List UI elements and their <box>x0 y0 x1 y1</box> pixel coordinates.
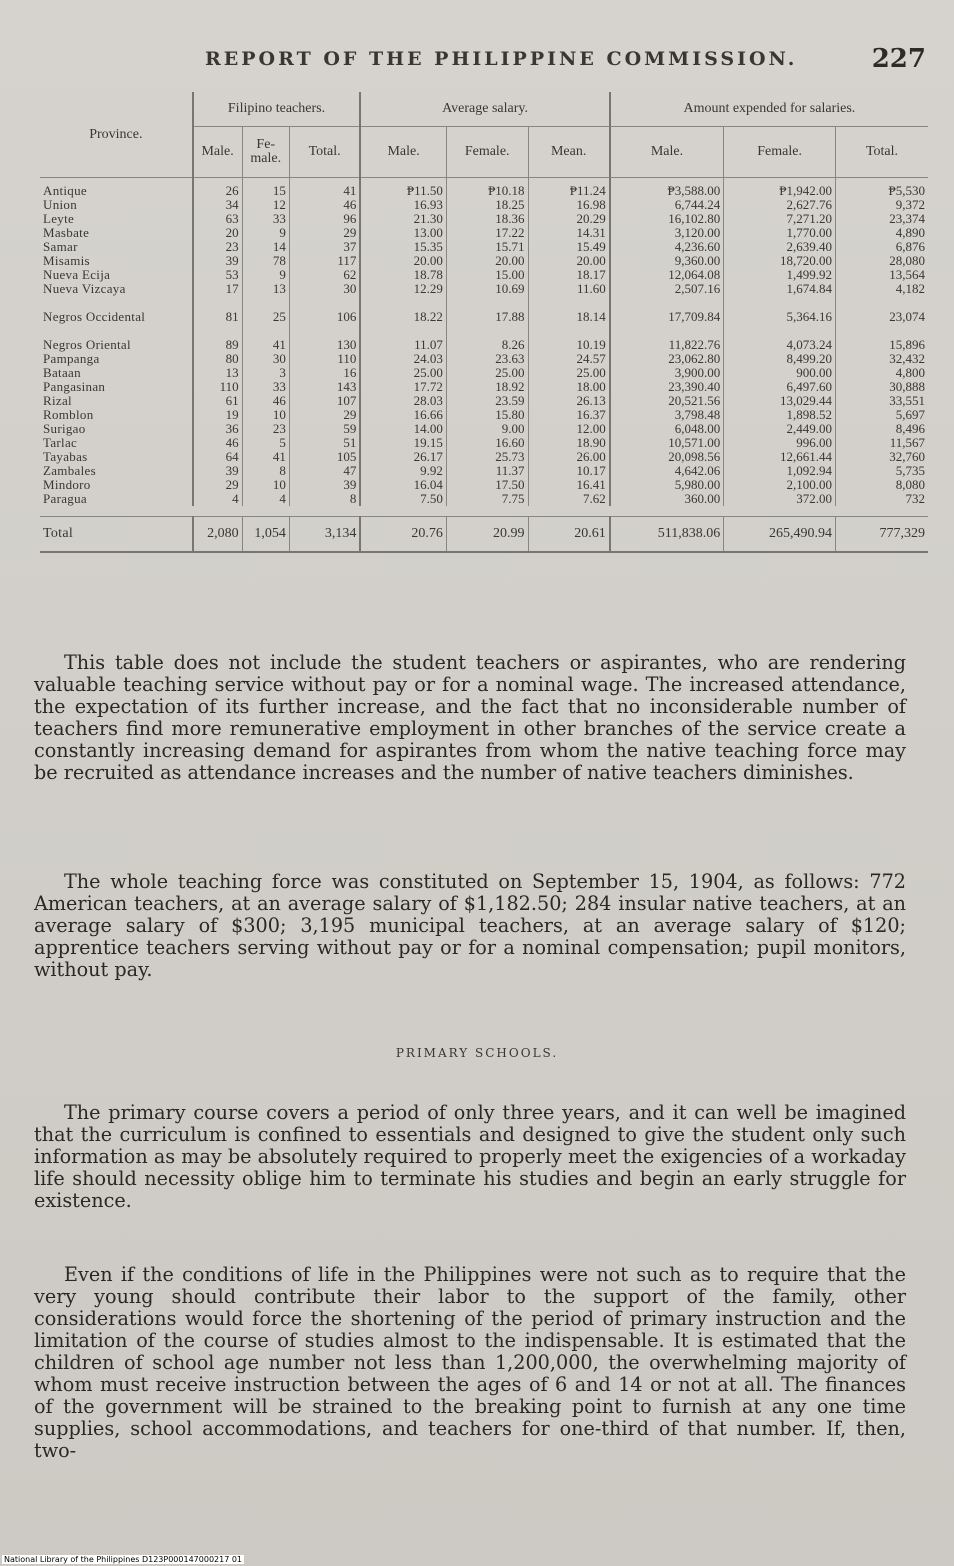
value-cell: 23 <box>193 240 242 254</box>
value-cell: 2,100.00 <box>724 478 836 492</box>
subheader: Total. <box>289 127 360 178</box>
table-row <box>40 492 928 506</box>
value-cell: 6,497.60 <box>724 380 836 394</box>
value-cell: 732 <box>836 492 929 506</box>
value-cell: 8.26 <box>446 324 528 352</box>
table-row <box>40 352 928 366</box>
group-header-filipino-teachers: Filipino teachers. <box>193 92 361 127</box>
value-cell: 63 <box>193 212 242 226</box>
spacer-cell <box>40 506 928 517</box>
value-cell: 9 <box>242 268 289 282</box>
value-cell: 10.17 <box>528 464 610 478</box>
value-cell: 6,744.24 <box>610 198 724 212</box>
value-cell: 1,499.92 <box>724 268 836 282</box>
value-cell: 62 <box>289 268 360 282</box>
value-cell: 11,567 <box>836 436 929 450</box>
value-cell: 23,390.40 <box>610 380 724 394</box>
paragraph-text: The whole teaching force was constituted on September 15, 1904, as follows: 772 American teachers, at an average salary of $1,182.50; 284 insular native teachers, at an average salary of $300; 3,195 municipal teachers, at an average salary of $120; apprentice teachers serving without pay or for a nominal compensation; pupil monitors, without pay. <box>34 870 906 981</box>
value-cell: 4,800 <box>836 366 929 380</box>
value-cell: 3,900.00 <box>610 366 724 380</box>
paragraph <box>34 1264 906 1462</box>
value-cell: 21.30 <box>360 212 446 226</box>
province-cell: Nueva Ecija <box>43 267 111 282</box>
group-header-amount-expended: Amount expended for salaries. <box>610 92 928 127</box>
paragraph <box>34 871 906 981</box>
value-cell: 3 <box>242 366 289 380</box>
table-row <box>40 450 928 464</box>
value-cell: 17 <box>193 282 242 296</box>
province-cell: Antique <box>43 183 87 198</box>
value-cell: 78 <box>242 254 289 268</box>
value-cell: 25 <box>242 296 289 324</box>
running-head-title: REPORT OF THE PHILIPPINE COMMISSION. <box>205 48 798 70</box>
value-cell: 17.72 <box>360 380 446 394</box>
value-cell: 12,661.44 <box>724 450 836 464</box>
value-cell: 11.37 <box>446 464 528 478</box>
table-row <box>40 282 928 296</box>
subheader: Female. <box>724 127 836 178</box>
value-cell: 34 <box>193 198 242 212</box>
value-cell: 7.50 <box>360 492 446 506</box>
province-cell: Negros Occidental <box>43 309 146 324</box>
value-cell: 33,551 <box>836 394 929 408</box>
value-cell: 20.00 <box>360 254 446 268</box>
value-cell: 20.61 <box>528 517 610 553</box>
value-cell: 110 <box>289 352 360 366</box>
paragraph-text: This table does not include the student teachers or aspirantes, who are rendering valuable teaching service without pay or for a nominal wage. The increased attendance, the expectation of its further increase, and the fact that no inconsiderable number of teachers find more remunerative employment in other branches of the service create a constantly increasing demand for aspirantes from whom the native teaching force may be recruited as attendance increases and the number of native teachers diminishes. <box>34 651 906 784</box>
value-cell: 3,120.00 <box>610 226 724 240</box>
value-cell: 23,074 <box>836 296 929 324</box>
value-cell: 511,838.06 <box>610 517 724 553</box>
value-cell: 16.93 <box>360 198 446 212</box>
value-cell: 5 <box>242 436 289 450</box>
value-cell: 117 <box>289 254 360 268</box>
value-cell: 6,048.00 <box>610 422 724 436</box>
value-cell: 23.63 <box>446 352 528 366</box>
value-cell: 7.75 <box>446 492 528 506</box>
value-cell: 16.66 <box>360 408 446 422</box>
province-cell: Union <box>43 197 77 212</box>
value-cell: 18,720.00 <box>724 254 836 268</box>
value-cell: ₱10.18 <box>446 178 528 199</box>
value-cell: 2,627.76 <box>724 198 836 212</box>
province-header: Province. <box>40 92 193 178</box>
value-cell: 46 <box>289 198 360 212</box>
value-cell: 41 <box>242 324 289 352</box>
province-cell: Samar <box>43 239 78 254</box>
value-cell: 105 <box>289 450 360 464</box>
subheader: Male. <box>193 127 242 178</box>
value-cell: 23,062.80 <box>610 352 724 366</box>
value-cell: 20.00 <box>528 254 610 268</box>
table-row <box>40 254 928 268</box>
value-cell: 1,770.00 <box>724 226 836 240</box>
value-cell: 89 <box>193 324 242 352</box>
value-cell: 8,496 <box>836 422 929 436</box>
value-cell: 4 <box>242 492 289 506</box>
table-row <box>40 408 928 422</box>
value-cell: 19 <box>193 408 242 422</box>
group-header-average-salary: Average salary. <box>360 92 609 127</box>
province-cell: Total <box>40 517 193 553</box>
province-cell: Tayabas <box>43 449 88 464</box>
value-cell: 2,449.00 <box>724 422 836 436</box>
value-cell: 13,029.44 <box>724 394 836 408</box>
value-cell: 32,760 <box>836 450 929 464</box>
value-cell: 4 <box>193 492 242 506</box>
value-cell: 4,073.24 <box>724 324 836 352</box>
value-cell: 360.00 <box>610 492 724 506</box>
value-cell: 15.80 <box>446 408 528 422</box>
value-cell: 18.17 <box>528 268 610 282</box>
value-cell: 80 <box>193 352 242 366</box>
value-cell: 16 <box>289 366 360 380</box>
value-cell: 36 <box>193 422 242 436</box>
value-cell: 14.00 <box>360 422 446 436</box>
value-cell: 15,896 <box>836 324 929 352</box>
value-cell: 2,507.16 <box>610 282 724 296</box>
value-cell: 265,490.94 <box>724 517 836 553</box>
value-cell: 32,432 <box>836 352 929 366</box>
value-cell: ₱1,942.00 <box>724 178 836 199</box>
paragraph <box>34 652 906 784</box>
value-cell: 996.00 <box>724 436 836 450</box>
province-cell: Misamis <box>43 253 90 268</box>
table-row <box>40 324 928 352</box>
value-cell: 12.00 <box>528 422 610 436</box>
value-cell: 4,236.60 <box>610 240 724 254</box>
value-cell: 10 <box>242 478 289 492</box>
value-cell: 8 <box>289 492 360 506</box>
value-cell: 9.00 <box>446 422 528 436</box>
library-stamp: National Library of the Philippines D123P000147000217 01 <box>4 1555 243 1564</box>
value-cell: 107 <box>289 394 360 408</box>
province-cell: Paragua <box>43 491 87 506</box>
value-cell: 11.60 <box>528 282 610 296</box>
value-cell: 28.03 <box>360 394 446 408</box>
subheader: Female. <box>446 127 528 178</box>
value-cell: 1,054 <box>242 517 289 553</box>
value-cell: 7.62 <box>528 492 610 506</box>
value-cell: 23,374 <box>836 212 929 226</box>
value-cell: 3,798.48 <box>610 408 724 422</box>
table-row <box>40 240 928 254</box>
value-cell: 106 <box>289 296 360 324</box>
value-cell: 15.71 <box>446 240 528 254</box>
province-cell: Nueva Vizcaya <box>43 281 126 296</box>
value-cell: 18.78 <box>360 268 446 282</box>
province-cell: Mindoro <box>43 477 91 492</box>
table-row <box>40 436 928 450</box>
value-cell: 18.14 <box>528 296 610 324</box>
value-cell: 29 <box>289 408 360 422</box>
province-cell: Surigao <box>43 421 86 436</box>
value-cell: 61 <box>193 394 242 408</box>
value-cell: 16.37 <box>528 408 610 422</box>
value-cell: 5,697 <box>836 408 929 422</box>
subheader: Total. <box>836 127 929 178</box>
page-number: 227 <box>871 44 926 74</box>
value-cell: 29 <box>193 478 242 492</box>
value-cell: 25.00 <box>360 366 446 380</box>
value-cell: 47 <box>289 464 360 478</box>
value-cell: 14.31 <box>528 226 610 240</box>
value-cell: 16.98 <box>528 198 610 212</box>
value-cell: 25.73 <box>446 450 528 464</box>
value-cell: 372.00 <box>724 492 836 506</box>
value-cell: 24.03 <box>360 352 446 366</box>
value-cell: 33 <box>242 380 289 394</box>
table-row <box>40 394 928 408</box>
value-cell: 1,092.94 <box>724 464 836 478</box>
section-heading: PRIMARY SCHOOLS. <box>395 1046 559 1060</box>
value-cell: 16.04 <box>360 478 446 492</box>
table-row <box>40 422 928 436</box>
value-cell: 13.00 <box>360 226 446 240</box>
value-cell: 37 <box>289 240 360 254</box>
value-cell: 25.00 <box>446 366 528 380</box>
paragraph-text: Even if the conditions of life in the Philippines were not such as to require that the very young should contribute their labor to the support of the family, other considerations would force the shortening of the period of primary instruction and the limitation of the course of studies almost to the indispensable. It is estimated that the children of school age number not less than 1,200,000, the overwhelming majority of whom must receive instruction between the ages of 6 and 14 or not at all. The finances of the government will be strained to the breaking point to furnish at any one time supplies, school accommodations, and teachers for one-third of that number. If, then, two- <box>34 1263 906 1462</box>
value-cell: 9,360.00 <box>610 254 724 268</box>
value-cell: 12.29 <box>360 282 446 296</box>
value-cell: 3,134 <box>289 517 360 553</box>
table-row <box>40 464 928 478</box>
value-cell: 9.92 <box>360 464 446 478</box>
value-cell: 26 <box>193 178 242 199</box>
value-cell: 9,372 <box>836 198 929 212</box>
value-cell: 18.25 <box>446 198 528 212</box>
value-cell: 30 <box>289 282 360 296</box>
value-cell: 25.00 <box>528 366 610 380</box>
province-cell: Negros Oriental <box>43 337 131 352</box>
value-cell: ₱3,588.00 <box>610 178 724 199</box>
value-cell: 18.92 <box>446 380 528 394</box>
table-row <box>40 198 928 212</box>
value-cell: 10.19 <box>528 324 610 352</box>
table-row <box>40 178 928 199</box>
value-cell: 5,735 <box>836 464 929 478</box>
value-cell: 26.00 <box>528 450 610 464</box>
subheader: Male. <box>360 127 446 178</box>
value-cell: 11.07 <box>360 324 446 352</box>
value-cell: 24.57 <box>528 352 610 366</box>
value-cell: 39 <box>193 254 242 268</box>
value-cell: 5,980.00 <box>610 478 724 492</box>
value-cell: 130 <box>289 324 360 352</box>
province-cell: Zambales <box>43 463 96 478</box>
value-cell: 18.36 <box>446 212 528 226</box>
value-cell: 12,064.08 <box>610 268 724 282</box>
value-cell: 30 <box>242 352 289 366</box>
value-cell: 18.90 <box>528 436 610 450</box>
value-cell: 143 <box>289 380 360 394</box>
value-cell: 12 <box>242 198 289 212</box>
value-cell: 16,102.80 <box>610 212 724 226</box>
value-cell: 8,080 <box>836 478 929 492</box>
value-cell: 8,499.20 <box>724 352 836 366</box>
province-cell: Bataan <box>43 365 81 380</box>
value-cell: 20.99 <box>446 517 528 553</box>
value-cell: 17.50 <box>446 478 528 492</box>
value-cell: 15.35 <box>360 240 446 254</box>
value-cell: 17.22 <box>446 226 528 240</box>
value-cell: 41 <box>242 450 289 464</box>
table-body <box>40 178 928 553</box>
table-row <box>40 212 928 226</box>
value-cell: 13,564 <box>836 268 929 282</box>
value-cell: 2,080 <box>193 517 242 553</box>
value-cell: 14 <box>242 240 289 254</box>
value-cell: ₱11.50 <box>360 178 446 199</box>
value-cell: 29 <box>289 226 360 240</box>
value-cell: 20,098.56 <box>610 450 724 464</box>
value-cell: 46 <box>193 436 242 450</box>
paragraph <box>34 1102 906 1212</box>
value-cell: 26.17 <box>360 450 446 464</box>
value-cell: 110 <box>193 380 242 394</box>
value-cell: 1,898.52 <box>724 408 836 422</box>
value-cell: 20.29 <box>528 212 610 226</box>
value-cell: 15 <box>242 178 289 199</box>
value-cell: 2,639.40 <box>724 240 836 254</box>
province-cell: Romblon <box>43 407 94 422</box>
paragraph-text: The primary course covers a period of only three years, and it can well be imagined that the curriculum is confined to essentials and designed to give the student only such information as may be absolutely required to properly meet the exigencies of a workaday life should necessity oblige him to terminate his studies and begin an early struggle for existence. <box>34 1101 906 1212</box>
province-cell: Tarlac <box>43 435 78 450</box>
value-cell: 4,642.06 <box>610 464 724 478</box>
subheader: Fe-male. <box>242 127 289 178</box>
table-total-row <box>40 517 928 553</box>
value-cell: 30,888 <box>836 380 929 394</box>
province-cell: Masbate <box>43 225 90 240</box>
table-row <box>40 268 928 282</box>
value-cell: 23 <box>242 422 289 436</box>
value-cell: 51 <box>289 436 360 450</box>
value-cell: 81 <box>193 296 242 324</box>
value-cell: 64 <box>193 450 242 464</box>
value-cell: 53 <box>193 268 242 282</box>
value-cell: 20.76 <box>360 517 446 553</box>
value-cell: 6,876 <box>836 240 929 254</box>
value-cell: 8 <box>242 464 289 478</box>
value-cell: 33 <box>242 212 289 226</box>
teachers-salary-table <box>40 92 928 553</box>
value-cell: ₱11.24 <box>528 178 610 199</box>
province-cell: Pampanga <box>43 351 100 366</box>
subheader: Male. <box>610 127 724 178</box>
value-cell: 96 <box>289 212 360 226</box>
value-cell: 777,329 <box>836 517 929 553</box>
value-cell: 15.49 <box>528 240 610 254</box>
value-cell: 19.15 <box>360 436 446 450</box>
value-cell: 46 <box>242 394 289 408</box>
value-cell: 26.13 <box>528 394 610 408</box>
value-cell: 39 <box>193 464 242 478</box>
value-cell: 18.00 <box>528 380 610 394</box>
value-cell: 4,890 <box>836 226 929 240</box>
province-cell: Pangasinan <box>43 379 106 394</box>
value-cell: 10 <box>242 408 289 422</box>
value-cell: 41 <box>289 178 360 199</box>
province-cell: Leyte <box>43 211 75 226</box>
value-cell: 11,822.76 <box>610 324 724 352</box>
table-row <box>40 226 928 240</box>
value-cell: 4,182 <box>836 282 929 296</box>
table-row <box>40 296 928 324</box>
value-cell: 28,080 <box>836 254 929 268</box>
value-cell: 13 <box>242 282 289 296</box>
running-head <box>40 44 926 84</box>
value-cell: 20 <box>193 226 242 240</box>
value-cell: 10.69 <box>446 282 528 296</box>
value-cell: 7,271.20 <box>724 212 836 226</box>
value-cell: 16.41 <box>528 478 610 492</box>
table-spacer <box>40 506 928 517</box>
value-cell: 15.00 <box>446 268 528 282</box>
value-cell: ₱5,530 <box>836 178 929 199</box>
value-cell: 17.88 <box>446 296 528 324</box>
value-cell: 900.00 <box>724 366 836 380</box>
table-row <box>40 478 928 492</box>
value-cell: 59 <box>289 422 360 436</box>
value-cell: 20.00 <box>446 254 528 268</box>
value-cell: 5,364.16 <box>724 296 836 324</box>
province-cell: Rizal <box>43 393 72 408</box>
value-cell: 10,571.00 <box>610 436 724 450</box>
value-cell: 23.59 <box>446 394 528 408</box>
value-cell: 13 <box>193 366 242 380</box>
value-cell: 16.60 <box>446 436 528 450</box>
subheader: Mean. <box>528 127 610 178</box>
value-cell: 39 <box>289 478 360 492</box>
value-cell: 9 <box>242 226 289 240</box>
table-row <box>40 366 928 380</box>
value-cell: 17,709.84 <box>610 296 724 324</box>
value-cell: 18.22 <box>360 296 446 324</box>
value-cell: 20,521.56 <box>610 394 724 408</box>
value-cell: 1,674.84 <box>724 282 836 296</box>
table-row <box>40 380 928 394</box>
